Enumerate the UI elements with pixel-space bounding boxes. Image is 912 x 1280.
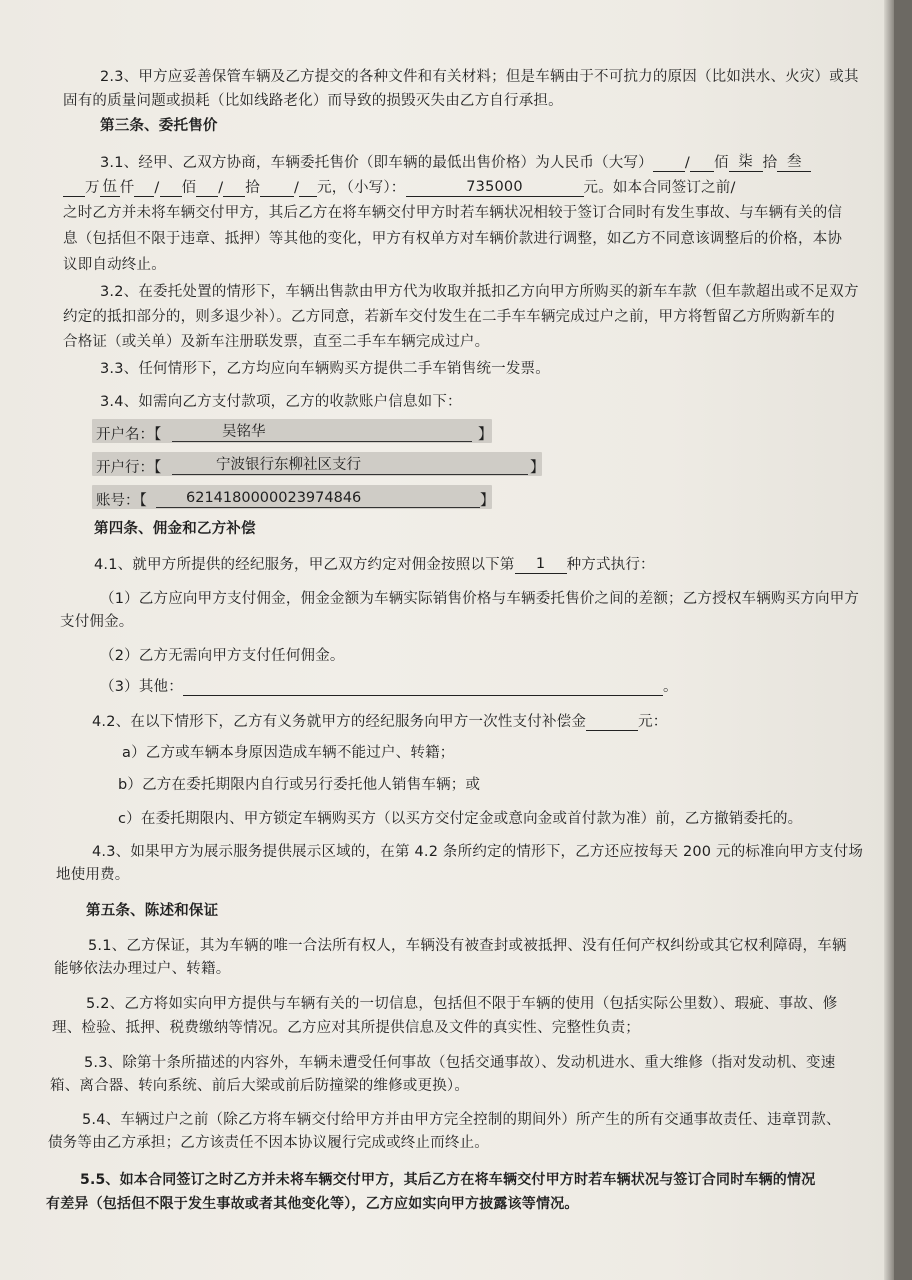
blank-shiwan	[653, 171, 685, 172]
clause-3-3: 3.3、任何情形下，乙方均应向车辆购买方提供二手车销售统一发票。	[100, 361, 550, 377]
clause-5-1-line2: 能够依法办理过户、转籍。	[54, 961, 231, 977]
clause-5-4-line2: 债务等由乙方承担；乙方该责任不因本协议履行完成或终止而终止。	[48, 1135, 489, 1151]
clause-5-3-line2: 箱、离合器、转向系统、前后大梁或前后防撞梁的维修或更换）。	[50, 1078, 470, 1094]
clause-3-1-line5: 议即自动终止。	[63, 257, 166, 273]
account-bank-label: 开户行：【	[96, 460, 162, 476]
unit-bai: 佰	[713, 155, 729, 171]
blank-4	[223, 196, 245, 197]
clause-5-5-line2: 有差异（包括但不限于发生事故或者其他变化等），乙方应如实向甲方披露该等情况。	[46, 1196, 579, 1212]
page-edge-shadow	[884, 0, 894, 1280]
clause-2-3-line2: 固有的质量问题或损耗（比如线路老化）而导致的损毁灭失由乙方自行承担。	[63, 93, 563, 109]
clause-5-1-line1: 5.1、乙方保证，其为车辆的唯一合法所有权人，车辆没有被查封或被抵押、没有任何产权纠纷或其它权利障碍，车辆	[88, 938, 847, 954]
slash: /	[684, 155, 690, 171]
clause-4-2-a: a）乙方或车辆本身原因造成车辆不能过户、转籍；	[122, 745, 455, 761]
clause-3-4: 3.4、如需向乙方支付款项，乙方的收款账户信息如下：	[100, 394, 462, 410]
account-name-label: 开户名：【	[96, 427, 162, 443]
clause-5-5-line1: 5.5、如本合同签订之时乙方并未将车辆交付甲方，其后乙方在将车辆交付甲方时若车辆状况与签订合同时车辆的情况	[80, 1172, 816, 1188]
clause-3-2-line3: 合格证（或关单）及新车注册联发票，直至二手车车辆完成过户。	[63, 334, 490, 350]
clause-5-4-line1: 5.4、车辆过户之前（除乙方将车辆交付给甲方并由甲方完全控制的期间外）所产生的所有交通事故责任、违章罚款、	[82, 1112, 841, 1128]
amount-value: 735000	[406, 178, 584, 197]
section-3-title: 第三条、委托售价	[100, 118, 218, 134]
clause-3-1-line4: 息（包括但不限于违章、抵押）等其他的变化，甲方有权单方对车辆价款进行调整，如乙方不同意该调整后的价格，本协	[63, 231, 843, 247]
clause-2-3-line1: 2.3、甲方应妥善保管车辆及乙方提交的各种文件和有关材料；但是车辆由于不可抗力的原因（比如洪水、火灾）或其	[100, 69, 859, 85]
clause-5-2-line2: 理、检验、抵押、税费缴纳等情况。乙方应对其所提供信息及文件的真实性、完整性负责；	[52, 1020, 640, 1036]
clause-4-2-tail: 元：	[638, 714, 668, 730]
digit-shi-value: 叁	[777, 153, 811, 172]
option-2: （2）乙方无需向甲方支付任何佣金。	[100, 648, 345, 664]
unit-bai-2: 佰	[181, 180, 197, 196]
unit-wan: 万	[85, 180, 100, 196]
account-no-label: 账号：【	[96, 493, 147, 509]
clause-5-2-line1: 5.2、乙方将如实向甲方提供与车辆有关的一切信息，包括但不限于车辆的使用（包括实际公里数）、瑕疵、事故、修	[86, 996, 838, 1012]
blank-5	[260, 196, 294, 197]
compensation-blank	[586, 730, 638, 731]
clause-3-1-line1	[100, 153, 811, 172]
clause-3-1-tail: 元。如本合同签订之前/	[583, 180, 736, 196]
option-3-blank	[183, 695, 663, 696]
unit-shi: 拾	[762, 155, 778, 171]
blank-2	[160, 196, 182, 197]
clause-3-2-line2: 约定的抵扣部分的，则多退少补）。乙方同意，若新车交付发生在二手车车辆完成过户之前，甲方将暂留乙方所购新车的	[63, 309, 835, 325]
clause-3-1-text: 3.1、经甲、乙双方协商，车辆委托售价（即车辆的最低出售价格）为人民币（大写）	[100, 155, 653, 171]
clause-3-1-line2	[63, 178, 736, 197]
option-1-line1: （1）乙方应向甲方支付佣金，佣金金额为车辆实际销售价格与车辆委托售价之间的差额；乙方授权车辆购买方向甲方	[100, 591, 860, 607]
clause-3-2-line1: 3.2、在委托处置的情形下，车辆出售款由甲方代为收取并抵扣乙方向甲方所购买的新车车款（但车款超出或不足双方	[100, 284, 859, 300]
unit-shi-2: 拾	[245, 180, 260, 196]
blank-3	[196, 196, 218, 197]
option-3	[100, 678, 678, 696]
slash-1: /	[154, 180, 160, 196]
account-bank-close: 】	[530, 460, 545, 476]
clause-3-1-line3: 之时乙方并未将车辆交付甲方，其后乙方在将车辆交付甲方时若车辆状况相较于签订合同时有发生事故、与车辆有关的信	[63, 205, 843, 221]
slash-2: /	[218, 180, 224, 196]
account-bank-value: 宁波银行东柳社区支行	[172, 456, 528, 475]
blank-baiwan	[690, 171, 714, 172]
account-no-value: 6214180000023974846	[156, 489, 480, 508]
clause-4-2-c: c）在委托期限内、甲方锁定车辆购买方（以买方交付定金或意向金或首付款为准）前，乙方撤销委托的。	[118, 811, 803, 827]
slash-3: /	[294, 180, 300, 196]
digit-wan-value	[63, 196, 85, 197]
clause-4-3-line1: 4.3、如果甲方为展示服务提供展示区域的，在第 4.2 条所约定的情形下，乙方还应按每天 200 元的标准向甲方支付场	[92, 844, 864, 860]
option-3-end: 。	[662, 679, 678, 695]
unit-yuan-xiaoxie: 元，（小写）：	[317, 180, 406, 196]
section-4-title: 第四条、佣金和乙方补偿	[94, 521, 256, 537]
clause-4-3-line2: 地使用费。	[56, 867, 130, 883]
digit-bai-value: 柒	[729, 153, 763, 172]
option-3-label: （3）其他：	[100, 679, 183, 695]
commission-choice-value: 1	[515, 555, 567, 574]
account-no-close: 】	[480, 493, 495, 509]
option-1-line2: 支付佣金。	[60, 614, 134, 630]
clause-4-1-tail: 种方式执行：	[566, 557, 655, 573]
unit-qian: 仟	[119, 180, 135, 196]
blank-1	[134, 196, 154, 197]
account-name-close: 】	[478, 427, 493, 443]
clause-4-2-b: b）乙方在委托期限内自行或另行委托他人销售车辆；或	[118, 777, 481, 793]
section-5-title: 第五条、陈述和保证	[86, 903, 219, 919]
clause-4-2-text: 4.2、在以下情形下，乙方有义务就甲方的经纪服务向甲方一次性支付补偿金	[92, 714, 587, 730]
clause-4-1-line1	[94, 555, 655, 574]
blank-6	[299, 196, 317, 197]
clause-5-3-line1: 5.3、除第十条所描述的内容外，车辆未遭受任何事故（包括交通事故）、发动机进水、重大维修（指对发动机、变速	[84, 1055, 836, 1071]
clause-4-2-line1	[92, 713, 667, 731]
account-name-value: 吴铭华	[172, 423, 472, 442]
clause-4-1-text: 4.1、就甲方所提供的经纪服务，甲乙双方约定对佣金按照以下第	[94, 557, 515, 573]
digit-qian-value: 伍	[100, 178, 120, 197]
